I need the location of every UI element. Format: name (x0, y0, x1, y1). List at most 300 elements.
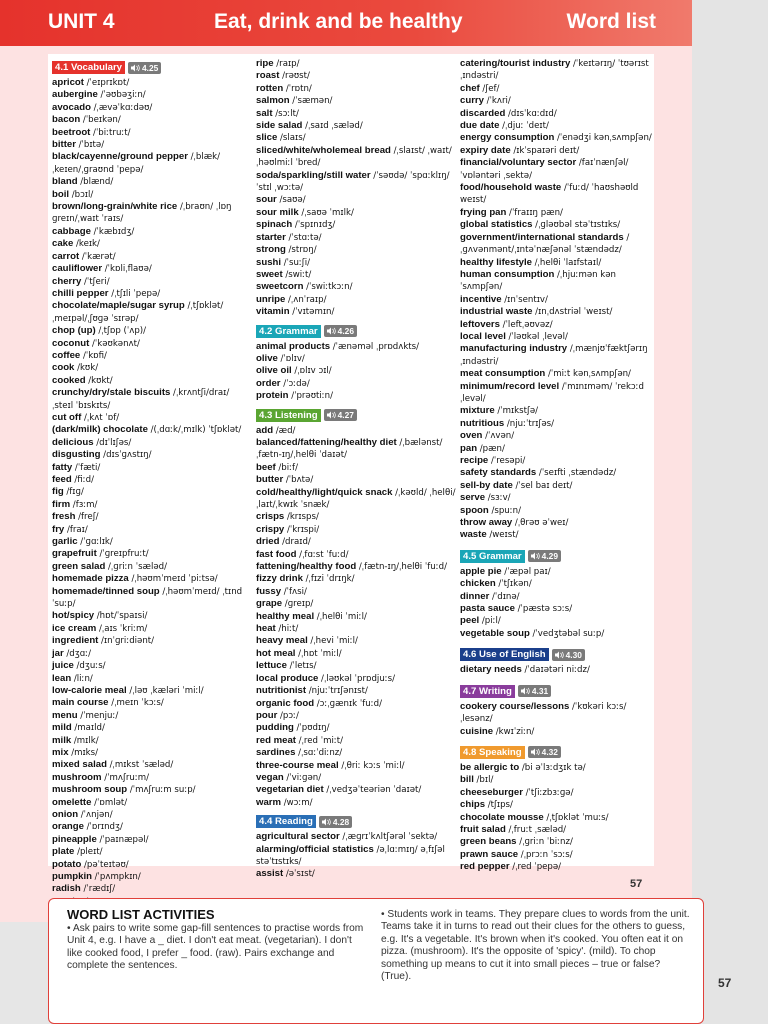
pronunciation: /mɪks/ (71, 747, 99, 758)
word-entry (256, 269, 456, 281)
headword: milk (52, 734, 74, 746)
headword: hot/spicy (52, 610, 97, 622)
headword: fizzy drink (256, 573, 306, 585)
pronunciation: /pəˈteɪtəʊ/ (83, 859, 129, 870)
pronunciation: /ˌfætn-ɪŋ/ˌhelθi ˈfuːd/ (358, 562, 447, 573)
pronunciation: /ˌkʌt ˈɒf/ (83, 412, 120, 423)
audio-track-badge[interactable] (319, 816, 352, 828)
word-entry (256, 868, 456, 880)
word-entry (52, 176, 248, 188)
headword: bacon (52, 114, 83, 126)
word-entry (52, 524, 248, 536)
headword: salmon (256, 95, 293, 107)
headword: homemade pizza (52, 573, 132, 585)
headword: nutritious (460, 417, 507, 429)
headword: order (256, 377, 284, 389)
pronunciation: /ɪnˌdʌstriəl ˈweɪst/ (535, 307, 613, 318)
word-entry (256, 735, 456, 747)
track-number: 4.28 (332, 816, 350, 827)
word-entry (460, 381, 652, 406)
headword: organic food (256, 697, 317, 709)
headword: green salad (52, 560, 108, 572)
headword: healthy lifestyle (460, 256, 535, 268)
pronunciation: /ˌmɪkst ˈsæləd/ (109, 760, 174, 771)
pronunciation: /pæn/ (479, 443, 505, 454)
word-entry (52, 883, 248, 895)
section-header (256, 409, 456, 422)
headword: recipe (460, 455, 491, 466)
headword: assist (256, 868, 286, 880)
pronunciation: /ˌkəʊld/ ˌhelθi/ˌlaɪt/ˌkwɪk ˈsnæk/ (256, 487, 456, 510)
pronunciation: /ˈmiːt kənˌsʌmpʃən/ (547, 369, 631, 380)
pronunciation: /ˌæɡrɪˈkʌltʃərəl ˈsektə/ (342, 832, 438, 843)
pronunciation: /ˌbraʊn/ ˌlɒŋ ɡreɪn/ˌwaɪt ˈraɪs/ (52, 202, 232, 225)
word-entry (460, 219, 652, 231)
pronunciation: /ˌsaɪd ˌsæləd/ (305, 121, 363, 132)
pronunciation: /ˌhelθi ˈlaɪfstaɪl/ (534, 257, 602, 268)
headword: alarming/official statistics (256, 843, 377, 855)
headword: expiry date (460, 144, 514, 156)
pronunciation: /bɪl/ (476, 775, 494, 786)
word-entry (52, 412, 248, 424)
headword: black/cayenne/ground pepper (52, 151, 191, 163)
word-entry (256, 145, 456, 170)
headword: protein (256, 390, 292, 402)
word-entry (52, 859, 248, 871)
headword: local level (460, 330, 509, 342)
pronunciation: /dʒuːs/ (76, 661, 106, 672)
headword: manufacturing industry (460, 343, 570, 355)
headword: ripe (256, 58, 277, 69)
headword: apricot (52, 77, 87, 88)
pronunciation: /kʊkt/ (88, 375, 113, 386)
word-entry (256, 524, 456, 536)
headword: olive (256, 352, 281, 364)
speaker-icon (531, 552, 540, 560)
word-list (256, 58, 456, 319)
word-entry (256, 462, 456, 474)
word-entry (256, 586, 456, 598)
headword: disgusting (52, 449, 104, 461)
word-entry (256, 831, 456, 843)
word-entry (256, 474, 456, 486)
pronunciation: /ˈbiːtruːt/ (93, 127, 131, 138)
pronunciation: /ˈæpəl paɪ/ (504, 566, 551, 577)
pronunciation: /ˌhevi ˈmiːl/ (310, 636, 358, 647)
headword: mushroom (52, 771, 105, 783)
headword: grape (256, 598, 285, 610)
headword: salt (256, 107, 276, 119)
word-entry (256, 120, 456, 132)
pronunciation: /ˌɡriːn ˈbiːnz/ (519, 837, 573, 848)
headword: hot meal (256, 647, 299, 659)
word-entry (256, 390, 456, 402)
pronunciation: /ˈleftˌəʊvəz/ (502, 319, 553, 330)
headword: global statistics (460, 219, 536, 231)
word-entry (256, 132, 456, 144)
pronunciation: /ˈseɪfti ˌstændədz/ (538, 468, 617, 479)
headword: green beans (460, 836, 520, 848)
headword: spinach (256, 219, 295, 231)
pronunciation: /ɪnˈsentɪv/ (504, 294, 548, 305)
pronunciation: /ˈləʊkəl ˌlevəl/ (508, 331, 568, 342)
headword: orange (52, 821, 87, 833)
headword: red pepper (460, 861, 513, 873)
pronunciation: /ˌred ˈpepə/ (512, 862, 562, 873)
section-header (460, 550, 652, 563)
word-entry (460, 615, 652, 627)
pronunciation: /ˌɡriːn ˈsæləd/ (108, 561, 168, 572)
word-entry (460, 701, 652, 726)
word-entry (460, 405, 652, 417)
pronunciation: /ˈkæbɪdʒ/ (93, 226, 135, 237)
word-list (460, 58, 652, 542)
headword: peel (460, 615, 482, 627)
audio-track-badge[interactable] (552, 649, 585, 661)
word-entry (52, 660, 248, 672)
word-entry (256, 257, 456, 269)
word-list (256, 831, 456, 881)
pronunciation: /sɜːv/ (487, 493, 511, 504)
pronunciation: /ˌred ˈmiːt/ (298, 735, 344, 746)
word-entry (256, 673, 456, 685)
pronunciation: /ˈʌnjən/ (80, 809, 113, 820)
word-entry (52, 821, 248, 833)
headword: mixture (460, 405, 498, 417)
pronunciation: /ˌhəʊmˈmeɪd ˈpiːtsə/ (131, 574, 218, 585)
headword: crisps (256, 511, 287, 523)
headword: vegetarian diet (256, 784, 327, 796)
headword: chocolate/maple/sugar syrup (52, 300, 188, 312)
word-entry (256, 306, 456, 318)
pronunciation: /ˌbælənst/ˌfætn-ɪŋ/ˌhelθi ˈdaɪət/ (256, 437, 443, 461)
track-number: 4.25 (142, 62, 159, 73)
headword: chips (460, 799, 488, 811)
headword: meat consumption (460, 368, 548, 380)
pronunciation: /əˌlɑːmɪŋ/ əˌfɪʃəl stəˈtɪstɪks/ (256, 844, 445, 867)
pronunciation: /ˈtʃeri/ (84, 276, 110, 287)
section-label: 4.4 Reading (256, 815, 316, 828)
pronunciation: /keɪk/ (76, 239, 100, 250)
pronunciation: /ˈtʃiːzbɜːɡə/ (525, 787, 574, 798)
word-entry (460, 578, 652, 590)
pronunciation: /ˌmeɪn ˈkɔːs/ (111, 698, 164, 709)
pronunciation: /ˌvedʒəˈteəriən ˈdaɪət/ (326, 785, 422, 796)
word-entry (256, 598, 456, 610)
word-entry (52, 561, 248, 573)
headword: sour (256, 194, 280, 206)
headword: catering/tourist industry (460, 58, 574, 69)
word-entry (460, 182, 652, 207)
headword: discarded (460, 107, 508, 119)
word-entry (256, 294, 456, 306)
headword: firm (52, 498, 73, 510)
headword: low-calorie meal (52, 684, 130, 696)
word-entry (256, 108, 456, 120)
speaker-icon (521, 687, 530, 695)
pronunciation: /ˈviːɡən/ (286, 772, 322, 783)
pronunciation: /raɪp/ (276, 59, 300, 69)
pronunciation: /ˈɡreɪpfruːt/ (99, 549, 149, 560)
word-entry (460, 529, 652, 541)
headword: vegan (256, 771, 287, 783)
pronunciation: /ˈswiːtkɔːn/ (306, 282, 353, 293)
headword: jar (52, 647, 67, 659)
headword: olive oil (256, 365, 295, 377)
word-entry (460, 812, 652, 824)
pronunciation: /ˈɔːdə/ (283, 378, 310, 389)
word-entry (52, 673, 248, 685)
audio-track-badge[interactable] (324, 325, 357, 337)
pronunciation: /blænd/ (80, 177, 114, 188)
pronunciation: /ˈɡɑːlɪk/ (80, 537, 113, 548)
pronunciation: /ˈfʌsi/ (283, 586, 307, 597)
word-entry (460, 232, 652, 257)
section-header (256, 815, 456, 828)
activities-title: WORD LIST ACTIVITIES (67, 907, 215, 922)
headword: pineapple (52, 833, 100, 845)
headword: cold/healthy/light/quick snack (256, 486, 396, 498)
speaker-icon (327, 327, 336, 335)
pronunciation: /weɪst/ (489, 530, 519, 541)
word-entry (460, 331, 652, 343)
speaker-icon (327, 411, 336, 419)
word-entry (52, 462, 248, 474)
unit-title: Eat, drink and be healthy (214, 10, 463, 33)
word-entry (52, 89, 248, 101)
section-header (256, 325, 456, 338)
pronunciation: /ˈvedʒtəbəl suːp/ (532, 628, 605, 639)
speaker-icon (531, 748, 540, 756)
pronunciation: /ˈpaɪnæpəl/ (99, 834, 149, 845)
headword: pour (256, 709, 280, 721)
pronunciation: /spuːn/ (491, 505, 521, 516)
word-entry (460, 762, 652, 774)
section-label: 4.1 Vocabulary (52, 61, 125, 74)
word-entry (52, 375, 248, 387)
word-entry (256, 611, 456, 623)
pronunciation: /ˈəʊbəʒiːn/ (100, 90, 146, 101)
pronunciation: /ˌhjuːmən kənˈsʌmpʃən/ (460, 269, 616, 293)
headword: chocolate mousse (460, 811, 547, 823)
headword: chilli pepper (52, 287, 112, 299)
pronunciation: /rəʊst/ (282, 71, 310, 82)
pronunciation: /njuːˈtrɪʃənɪst/ (308, 686, 368, 697)
word-entry (52, 759, 248, 771)
track-number: 4.26 (337, 326, 354, 337)
pronunciation: /freʃ/ (78, 512, 99, 523)
headword: side salad (256, 120, 306, 132)
pronunciation: /ˈkʊkəri kɔːs/ ˌlesənz/ (460, 701, 627, 725)
pronunciation: /ˈmɪkstʃə/ (497, 406, 539, 417)
word-entry (256, 536, 456, 548)
word-entry (52, 499, 248, 511)
headword: ice cream (52, 622, 99, 634)
word-entry (52, 635, 248, 647)
headword: strong (256, 244, 289, 256)
pronunciation: /strɒŋ/ (288, 245, 317, 256)
audio-track-badge[interactable] (528, 550, 561, 562)
word-entry (52, 139, 248, 151)
track-number: 4.30 (565, 649, 582, 660)
headword: frying pan (460, 206, 510, 218)
word-entry (256, 353, 456, 365)
headword: cauliflower (52, 263, 105, 275)
pronunciation: /kʊk/ (77, 363, 99, 374)
pronunciation: /swiːt/ (285, 269, 312, 280)
headword: avocado (52, 101, 94, 113)
section-label: 4.3 Listening (256, 409, 321, 422)
audio-track-badge[interactable] (518, 685, 551, 697)
headword: waste (460, 529, 490, 541)
word-entry (460, 306, 652, 318)
pronunciation: /dɪˈlɪʃəs/ (96, 437, 132, 448)
pronunciation: /ˌkrʌntʃi/draɪ/ ˌsteɪl ˈbɪskɪts/ (52, 388, 230, 411)
pronunciation: /ˈeɪprɪkɒt/ (86, 78, 130, 88)
word-entry (460, 145, 652, 157)
headword: sliced/white/wholemeal bread (256, 144, 394, 156)
word-entry (52, 573, 248, 585)
pronunciation: /tʃɪps/ (487, 800, 513, 811)
headword: beetroot (52, 126, 94, 138)
audio-track-badge[interactable] (324, 409, 357, 421)
pronunciation: /ˈbeɪkən/ (82, 115, 121, 126)
headword: crunchy/dry/stale biscuits (52, 387, 174, 399)
word-entry (460, 849, 652, 861)
pronunciation: /ˈkeɪtərɪŋ/ ˈtʊərɪst ˌɪndəstri/ (460, 59, 649, 82)
word-list (256, 341, 456, 403)
headword: sweetcorn (256, 281, 307, 293)
headword: financial/voluntary sector (460, 157, 579, 169)
pronunciation: /ˈsəʊdə/ ˈspɑːklɪŋ/ˈstɪl ˌwɔːtə/ (256, 170, 450, 194)
pronunciation: /ˈrædɪʃ/ (83, 884, 116, 895)
column-2 (256, 58, 456, 881)
headword: pan (460, 442, 480, 454)
headword: human consumption (460, 268, 558, 280)
pronunciation: /faɪˈnænʃəl/ ˈvɒləntəri ˌsektə/ (460, 158, 629, 181)
pronunciation: /ˌtʃɪli ˈpepə/ (111, 288, 161, 299)
headword: vitamin (256, 306, 293, 318)
word-entry (52, 449, 248, 461)
headword: menu (52, 709, 81, 721)
pronunciation: /ˌblæk/ ˌkeɪen/ˌɡraʊnd ˈpepə/ (52, 152, 221, 175)
word-entry (52, 338, 248, 350)
headword: incentive (460, 293, 505, 305)
headword: fast food (256, 548, 300, 560)
section-header (460, 746, 652, 759)
word-entry (52, 536, 248, 548)
pronunciation: /ˈfraɪɪŋ pæn/ (509, 207, 563, 218)
pronunciation: /ˈrɒtn/ (285, 83, 312, 94)
headword: dried (256, 536, 283, 548)
word-entry (460, 774, 652, 786)
headword: mix (52, 746, 72, 758)
pronunciation: /ˌtʃɒklət ˈmuːs/ (546, 812, 609, 823)
unit-header (0, 0, 692, 46)
pronunciation: /ˈkɒfi/ (82, 350, 107, 361)
headword: bill (460, 774, 477, 786)
headword: dinner (460, 590, 492, 602)
headword: add (256, 424, 276, 436)
pronunciation: /ˈpæstə sɔːs/ (517, 604, 573, 615)
pronunciation: /bɔɪl/ (71, 189, 94, 200)
pronunciation: /ˈmʌʃruːm/ (104, 772, 149, 783)
section-label: 4.5 Grammar (460, 550, 525, 563)
word-list (460, 566, 652, 640)
pronunciation: /liːn/ (73, 673, 93, 684)
activity-left (67, 923, 367, 973)
pronunciation: /ɪnˈɡriːdiənt/ (101, 636, 155, 647)
headword: cheeseburger (460, 786, 526, 798)
word-entry (460, 132, 652, 144)
word-entry (256, 760, 456, 772)
pronunciation: /ɔːˌɡænɪk ˈfuːd/ (316, 698, 382, 709)
word-entry (52, 226, 248, 238)
track-number: 4.31 (531, 686, 549, 697)
word-entry (52, 797, 248, 809)
audio-track-badge[interactable] (128, 62, 161, 74)
word-entry (52, 610, 248, 622)
headword: homemade/tinned soup (52, 585, 163, 597)
pronunciation: /ˌləʊ ˌkæləri ˈmiːl/ (129, 685, 204, 696)
headword: unripe (256, 293, 288, 305)
word-entry (460, 294, 652, 306)
word-entry (460, 824, 652, 836)
word-entry (52, 77, 248, 89)
word-entry (52, 238, 248, 250)
pronunciation: /ˈmenjuː/ (80, 710, 119, 721)
headword: potato (52, 858, 84, 870)
headword: pumpkin (52, 871, 95, 882)
headword: sushi (256, 256, 284, 268)
audio-track-badge[interactable] (528, 746, 561, 758)
pronunciation: /fɜːm/ (72, 499, 98, 510)
headword: chicken (460, 578, 499, 590)
headword: serve (460, 492, 488, 504)
pronunciation: /ˈresəpi/ (490, 456, 526, 466)
pronunciation: /ˌɡʌvənmənt/ˌɪntəˈnæʃənəl ˈstændədz/ (460, 232, 630, 256)
word-entry (52, 251, 248, 263)
pronunciation: /ˈɒlɪv/ (280, 353, 305, 364)
headword: beef (256, 461, 279, 473)
word-entry (460, 836, 652, 848)
word-entry (460, 467, 652, 479)
headword: red meat (256, 734, 299, 746)
pronunciation: /ɡreɪp/ (284, 599, 314, 610)
pronunciation: /ˈsuːʃi/ (283, 257, 310, 268)
headword: cooked (52, 374, 89, 386)
pronunciation: /ˈpʊdɪŋ/ (296, 723, 330, 734)
headword: chop (up) (52, 325, 99, 337)
headword: cut off (52, 411, 84, 423)
headword: roast (256, 70, 283, 82)
headword: heat (256, 623, 279, 635)
headword: agricultural sector (256, 831, 343, 843)
pronunciation: /ˌmænjʊˈfæktʃərɪŋ ˌɪndəstri/ (460, 344, 648, 367)
headword: brown/long-grain/white rice (52, 201, 180, 213)
pronunciation: /ˌtʃɒklət/ ˌmeɪpəl/ˌʃʊɡə ˈsɪrəp/ (52, 301, 224, 324)
word-entry (52, 548, 248, 560)
headword: industrial waste (460, 306, 536, 318)
headword: nutritionist (256, 685, 309, 697)
headword: plate (52, 846, 78, 858)
headword: be allergic to (460, 761, 522, 773)
word-entry (460, 861, 652, 873)
pronunciation: /pɔː/ (279, 710, 299, 721)
pronunciation: /biːf/ (278, 462, 298, 473)
word-entry (52, 809, 248, 821)
word-entry (52, 697, 248, 709)
